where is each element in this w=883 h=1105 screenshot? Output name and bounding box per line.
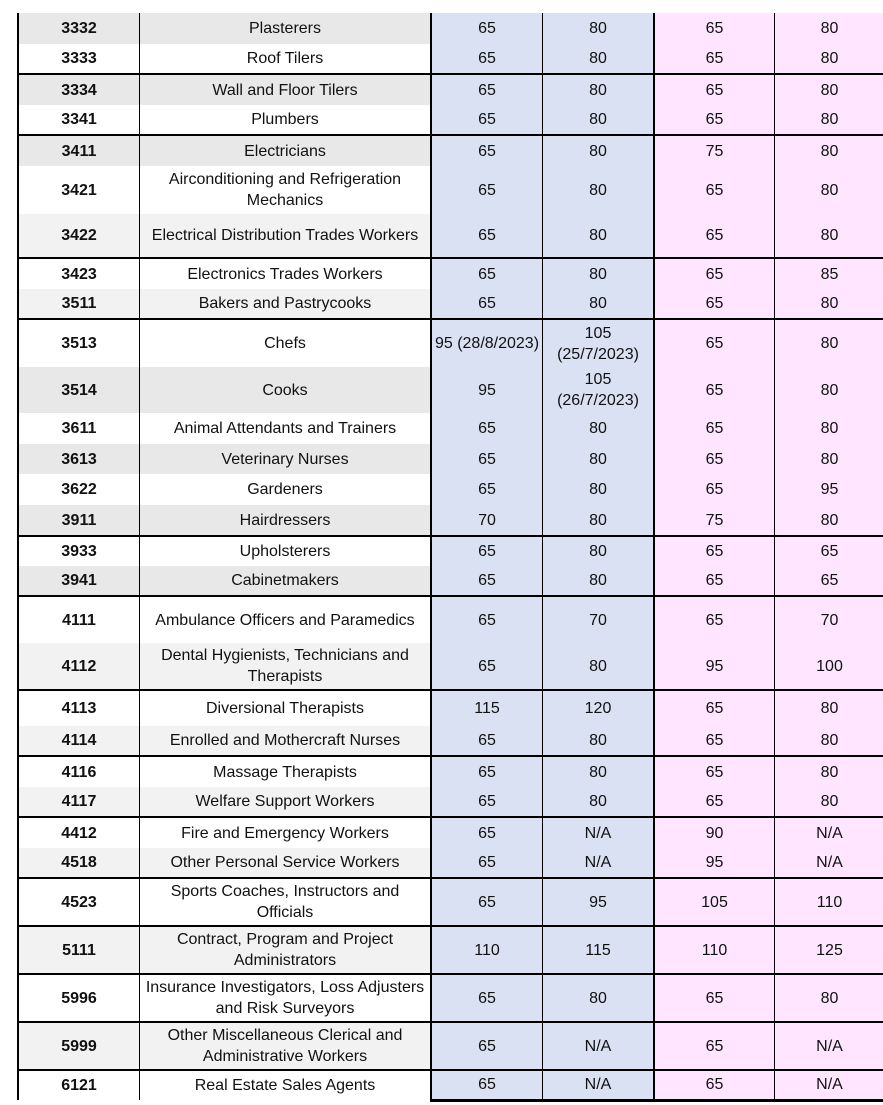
value-3-cell: 65 (654, 166, 775, 214)
value-2-cell: 80 (543, 166, 655, 214)
code-cell: 4116 (18, 756, 140, 787)
occupation-cell: Fire and Emergency Workers (140, 817, 432, 848)
value-3-cell: 65 (654, 214, 775, 258)
value-1-cell: 65 (431, 44, 543, 74)
table-body (18, 13, 883, 1100)
occupation-cell: Upholsterers (140, 536, 432, 566)
table-row (18, 817, 883, 848)
table-row (18, 166, 883, 214)
value-1-cell: 65 (431, 817, 543, 848)
occupation-cell: Other Miscellaneous Clerical and Administrative Workers (140, 1022, 432, 1070)
value-2-cell: 80 (543, 74, 655, 105)
code-cell: 3933 (18, 536, 140, 566)
table-row (18, 596, 883, 643)
value-3-cell: 65 (654, 105, 775, 135)
value-1-cell: 65 (431, 474, 543, 505)
occupation-cell: Sports Coaches, Instructors and Officials (140, 878, 432, 926)
table-row (18, 135, 883, 166)
occupation-cell: Plumbers (140, 105, 432, 135)
value-1-cell: 65 (431, 596, 543, 643)
table-row (18, 74, 883, 105)
code-cell: 3333 (18, 44, 140, 74)
value-1-cell: 65 (431, 848, 543, 878)
value-4-cell: 100 (775, 643, 883, 690)
code-cell: 5999 (18, 1022, 140, 1070)
value-1-cell: 65 (431, 787, 543, 817)
occupation-cell: Other Personal Service Workers (140, 848, 432, 878)
value-3-cell: 65 (654, 756, 775, 787)
value-4-cell: 80 (775, 289, 883, 319)
occupation-table (17, 13, 883, 1102)
value-2-cell: 120 (543, 690, 655, 726)
table-row (18, 787, 883, 817)
value-3-cell: 65 (654, 536, 775, 566)
value-2-cell: 115 (543, 926, 655, 974)
occupation-cell: Roof Tilers (140, 44, 432, 74)
occupation-cell: Massage Therapists (140, 756, 432, 787)
occupation-cell: Real Estate Sales Agents (140, 1070, 432, 1100)
value-1-cell: 65 (431, 214, 543, 258)
occupation-cell: Ambulance Officers and Paramedics (140, 596, 432, 643)
value-2-cell: 80 (543, 505, 655, 536)
value-2-cell: 105 (26/7/2023) (543, 367, 655, 413)
value-4-cell: 80 (775, 787, 883, 817)
value-3-cell: 65 (654, 1022, 775, 1070)
table-row (18, 878, 883, 926)
value-1-cell: 65 (431, 135, 543, 166)
value-4-cell: 110 (775, 878, 883, 926)
occupation-cell: Chefs (140, 319, 432, 367)
table-row (18, 367, 883, 413)
occupation-cell: Bakers and Pastrycooks (140, 289, 432, 319)
table-row (18, 848, 883, 878)
code-cell: 4412 (18, 817, 140, 848)
value-1-cell: 70 (431, 505, 543, 536)
table-row (18, 643, 883, 690)
table-row (18, 413, 883, 444)
table-row (18, 1022, 883, 1070)
occupation-cell: Plasterers (140, 13, 432, 44)
occupation-cell: Electricians (140, 135, 432, 166)
value-4-cell: 80 (775, 319, 883, 367)
value-3-cell: 65 (654, 690, 775, 726)
value-2-cell: 80 (543, 444, 655, 474)
table-row (18, 1070, 883, 1100)
value-3-cell: 65 (654, 974, 775, 1022)
table-row (18, 319, 883, 367)
table-row (18, 505, 883, 536)
value-2-cell: 80 (543, 135, 655, 166)
code-cell: 4113 (18, 690, 140, 726)
value-2-cell: 80 (543, 474, 655, 505)
table-row (18, 536, 883, 566)
value-1-cell: 65 (431, 105, 543, 135)
table-row (18, 566, 883, 596)
value-3-cell: 65 (654, 566, 775, 596)
value-2-cell: 80 (543, 105, 655, 135)
value-3-cell: 75 (654, 135, 775, 166)
value-2-cell: N/A (543, 1022, 655, 1070)
code-cell: 4523 (18, 878, 140, 926)
occupation-cell: Electronics Trades Workers (140, 258, 432, 289)
value-2-cell: 80 (543, 258, 655, 289)
value-2-cell: 80 (543, 756, 655, 787)
value-4-cell: N/A (775, 848, 883, 878)
value-3-cell: 65 (654, 74, 775, 105)
value-1-cell: 65 (431, 566, 543, 596)
value-2-cell: 80 (543, 44, 655, 74)
table-row (18, 214, 883, 258)
code-cell: 5996 (18, 974, 140, 1022)
value-2-cell: 80 (543, 566, 655, 596)
table-row (18, 289, 883, 319)
code-cell: 3341 (18, 105, 140, 135)
value-1-cell: 65 (431, 536, 543, 566)
value-3-cell: 65 (654, 13, 775, 44)
code-cell: 3613 (18, 444, 140, 474)
value-4-cell: N/A (775, 817, 883, 848)
occupation-cell: Diversional Therapists (140, 690, 432, 726)
table-row (18, 258, 883, 289)
table-row (18, 690, 883, 726)
code-cell: 3411 (18, 135, 140, 166)
value-2-cell: 80 (543, 289, 655, 319)
value-3-cell: 110 (654, 926, 775, 974)
value-2-cell: N/A (543, 848, 655, 878)
value-4-cell: 80 (775, 974, 883, 1022)
value-1-cell: 95 (28/8/2023) (431, 319, 543, 367)
value-2-cell: 105 (25/7/2023) (543, 319, 655, 367)
value-4-cell: 80 (775, 444, 883, 474)
code-cell: 3422 (18, 214, 140, 258)
value-4-cell: 80 (775, 166, 883, 214)
value-4-cell: 80 (775, 135, 883, 166)
table-row (18, 926, 883, 974)
occupation-cell: Enrolled and Mothercraft Nurses (140, 726, 432, 756)
code-cell: 3941 (18, 566, 140, 596)
value-2-cell: N/A (543, 1070, 655, 1100)
value-2-cell: 80 (543, 726, 655, 756)
value-2-cell: 80 (543, 643, 655, 690)
value-4-cell: 65 (775, 536, 883, 566)
occupation-cell: Cabinetmakers (140, 566, 432, 596)
occupation-cell: Electrical Distribution Trades Workers (140, 214, 432, 258)
value-2-cell: N/A (543, 817, 655, 848)
code-cell: 3611 (18, 413, 140, 444)
value-1-cell: 65 (431, 1022, 543, 1070)
value-3-cell: 65 (654, 367, 775, 413)
value-2-cell: 95 (543, 878, 655, 926)
code-cell: 4518 (18, 848, 140, 878)
value-3-cell: 65 (654, 596, 775, 643)
value-3-cell: 90 (654, 817, 775, 848)
value-1-cell: 65 (431, 13, 543, 44)
value-1-cell: 65 (431, 974, 543, 1022)
value-2-cell: 70 (543, 596, 655, 643)
code-cell: 4117 (18, 787, 140, 817)
value-1-cell: 65 (431, 289, 543, 319)
occupation-cell: Cooks (140, 367, 432, 413)
value-3-cell: 65 (654, 258, 775, 289)
code-cell: 3421 (18, 166, 140, 214)
value-4-cell: 80 (775, 367, 883, 413)
code-cell: 3911 (18, 505, 140, 536)
code-cell: 3514 (18, 367, 140, 413)
value-1-cell: 65 (431, 166, 543, 214)
code-cell: 4112 (18, 643, 140, 690)
occupation-cell: Hairdressers (140, 505, 432, 536)
value-1-cell: 65 (431, 413, 543, 444)
table-row (18, 444, 883, 474)
code-cell: 4111 (18, 596, 140, 643)
value-4-cell: 70 (775, 596, 883, 643)
value-2-cell: 80 (543, 536, 655, 566)
value-1-cell: 65 (431, 444, 543, 474)
table-row (18, 756, 883, 787)
value-4-cell: N/A (775, 1070, 883, 1100)
value-3-cell: 65 (654, 474, 775, 505)
occupation-cell: Insurance Investigators, Loss Adjusters and Risk Surveyors (140, 974, 432, 1022)
value-2-cell: 80 (543, 13, 655, 44)
value-4-cell: 65 (775, 566, 883, 596)
value-1-cell: 110 (431, 926, 543, 974)
value-4-cell: 80 (775, 44, 883, 74)
value-4-cell: 95 (775, 474, 883, 505)
code-cell: 3513 (18, 319, 140, 367)
occupation-cell: Veterinary Nurses (140, 444, 432, 474)
value-3-cell: 95 (654, 643, 775, 690)
table-row (18, 974, 883, 1022)
value-1-cell: 65 (431, 1070, 543, 1100)
code-cell: 4114 (18, 726, 140, 756)
value-3-cell: 65 (654, 289, 775, 319)
value-3-cell: 65 (654, 1070, 775, 1100)
value-4-cell: 80 (775, 13, 883, 44)
value-4-cell: 80 (775, 74, 883, 105)
value-1-cell: 65 (431, 726, 543, 756)
value-1-cell: 65 (431, 258, 543, 289)
value-1-cell: 65 (431, 878, 543, 926)
value-2-cell: 80 (543, 787, 655, 817)
table-row (18, 726, 883, 756)
value-4-cell: 80 (775, 505, 883, 536)
occupation-cell: Welfare Support Workers (140, 787, 432, 817)
occupation-cell: Animal Attendants and Trainers (140, 413, 432, 444)
value-4-cell: 85 (775, 258, 883, 289)
value-2-cell: 80 (543, 974, 655, 1022)
code-cell: 3622 (18, 474, 140, 505)
value-1-cell: 65 (431, 643, 543, 690)
value-3-cell: 105 (654, 878, 775, 926)
value-4-cell: N/A (775, 1022, 883, 1070)
table-row (18, 44, 883, 74)
occupation-cell: Gardeners (140, 474, 432, 505)
code-cell: 3423 (18, 258, 140, 289)
occupation-cell: Airconditioning and Refrigeration Mechanics (140, 166, 432, 214)
value-4-cell: 80 (775, 413, 883, 444)
value-4-cell: 80 (775, 105, 883, 135)
value-4-cell: 80 (775, 214, 883, 258)
table-row (18, 474, 883, 505)
value-4-cell: 80 (775, 726, 883, 756)
value-3-cell: 65 (654, 413, 775, 444)
value-3-cell: 75 (654, 505, 775, 536)
value-4-cell: 80 (775, 690, 883, 726)
value-2-cell: 80 (543, 214, 655, 258)
occupation-cell: Dental Hygienists, Technicians and Therapists (140, 643, 432, 690)
value-3-cell: 65 (654, 787, 775, 817)
table-row (18, 13, 883, 44)
code-cell: 3332 (18, 13, 140, 44)
code-cell: 3334 (18, 74, 140, 105)
value-3-cell: 65 (654, 319, 775, 367)
value-3-cell: 95 (654, 848, 775, 878)
value-4-cell: 125 (775, 926, 883, 974)
value-1-cell: 115 (431, 690, 543, 726)
value-4-cell: 80 (775, 756, 883, 787)
value-3-cell: 65 (654, 44, 775, 74)
code-cell: 6121 (18, 1070, 140, 1100)
value-3-cell: 65 (654, 726, 775, 756)
table-row (18, 105, 883, 135)
value-1-cell: 65 (431, 74, 543, 105)
value-3-cell: 65 (654, 444, 775, 474)
occupation-cell: Contract, Program and Project Administrators (140, 926, 432, 974)
value-1-cell: 65 (431, 756, 543, 787)
value-2-cell: 80 (543, 413, 655, 444)
code-cell: 3511 (18, 289, 140, 319)
code-cell: 5111 (18, 926, 140, 974)
value-1-cell: 95 (431, 367, 543, 413)
occupation-cell: Wall and Floor Tilers (140, 74, 432, 105)
